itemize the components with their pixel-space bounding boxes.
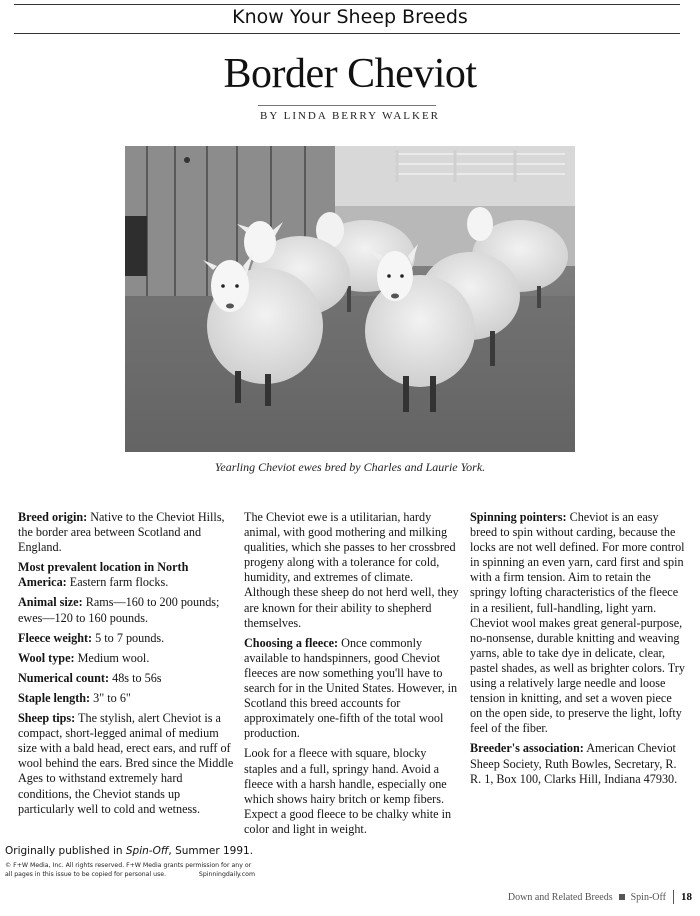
- sheep-photo: [125, 146, 575, 452]
- series-rule-top: [14, 4, 680, 5]
- site-link[interactable]: Spinningdaily.com: [198, 870, 255, 878]
- footer-divider: [673, 890, 674, 904]
- column-2: [244, 510, 460, 842]
- page-number: 18: [681, 891, 692, 903]
- spinning-pointers-text: Cheviot is an easy breed to spin without carding, because the locks are not well defined. For more control in spinning an even yarn, card first and spin with a firm tension. Aim to retain the springy lofting characteristics of the fleece in a resilient, full-handling, light yarn. Cheviot wool makes great general-purpose, no-nonsense, durable knitting and weaving yarns, able to take dye in delicate, clear, pastel shades, as well as brighter colors. Try using a relatively large needle and loose tension in knitting, and set a woven piece on the open side, to preserve the light, lofty feel of the fiber.: [470, 510, 685, 736]
- staple-length-label: Staple length:: [18, 690, 91, 705]
- numerical-count-label: Numerical count:: [18, 670, 110, 685]
- byline-rule: [258, 105, 436, 106]
- numerical-count-paragraph: [18, 671, 234, 686]
- fleece-advice-paragraph: Look for a fleece with square, blocky staples and a full, springy hand. Avoid a fleece with a harsh handle, especially one which shows hairy britch or kemp fibers. Expect a good fleece to be chalky white in color and light in weight.: [244, 746, 452, 836]
- animal-size-label: Animal size:: [18, 595, 83, 610]
- breeders-association-text: American Cheviot Sheep Society, Ruth Bowles, Secretary, R. R. 1, Box 100, Clarks Hill, Indiana 47930.: [470, 741, 678, 786]
- breeders-association-label: Breeder's association:: [470, 741, 584, 756]
- copyright-notice: [5, 862, 255, 879]
- publication-note: [5, 845, 253, 857]
- copyright-text: © F+W Media, Inc. All rights reserved. F+W Media grants permission for any or all pages in this issue to be copied for personal use.: [5, 862, 252, 878]
- wool-type-paragraph: [18, 651, 234, 666]
- footer-section: Down and Related Breeds: [507, 891, 613, 903]
- choosing-fleece-label: Choosing a fleece:: [244, 635, 339, 650]
- column-3: [470, 510, 686, 792]
- footer-magazine: Spin-Off: [630, 891, 666, 903]
- breeders-association-paragraph: [470, 741, 686, 786]
- wool-type-label: Wool type:: [18, 650, 75, 665]
- photo-caption: Yearling Cheviot ewes bred by Charles and Laurie York.: [214, 460, 486, 474]
- fleece-weight-paragraph: [18, 631, 234, 646]
- breed-origin-label: Breed origin:: [18, 510, 88, 524]
- staple-length-text: 3" to 6": [90, 690, 131, 705]
- series-rule-bottom: [14, 33, 680, 34]
- location-label: Most prevalent location in North America:: [18, 560, 189, 590]
- byline: BY LINDA BERRY WALKER: [259, 110, 440, 122]
- fleece-weight-text: 5 to 7 pounds.: [92, 630, 165, 645]
- column-1: [18, 510, 234, 822]
- square-bullet-icon: [619, 894, 625, 900]
- intro-paragraph: The Cheviot ewe is a utilitarian, hardy animal, with good mothering and milking qualities, which she passes to her crossbred progeny along with a tolerance for cold, humidity, and extremes of climate. Although these sheep do not herd well, they are known for their ability to shepherd themselves.: [244, 510, 459, 630]
- sheep-tips-label: Sheep tips:: [18, 711, 76, 726]
- location-text: Eastern farm flocks.: [66, 575, 169, 590]
- fleece-weight-label: Fleece weight:: [18, 630, 93, 645]
- choosing-fleece-paragraph: [244, 636, 460, 742]
- numerical-count-text: 48s to 56s: [109, 670, 162, 685]
- spinning-pointers-label: Spinning pointers:: [470, 510, 567, 524]
- animal-size-text: Rams—160 to 200 pounds; ewes—120 to 160 pounds.: [18, 595, 220, 625]
- wool-type-text: Medium wool.: [74, 650, 150, 665]
- breed-origin-text: Native to the Cheviot Hills, the border area between Scotland and England.: [18, 510, 225, 555]
- sheep-tips-text: The stylish, alert Cheviot is a compact, short-legged animal of medium size with a bald head, erect ears, and ruff of wool behind the ears. Bred since the Middle Ages to withstand extremely hard conditions, the Cheviot stands up particularly well to cold and wetness.: [18, 711, 234, 816]
- sheep-tips-paragraph: [18, 711, 234, 817]
- spinning-pointers-paragraph: [470, 510, 686, 736]
- article-title: Border Cheviot: [223, 51, 477, 97]
- page-footer: [508, 890, 692, 904]
- series-title: Know Your Sheep Breeds: [232, 6, 468, 28]
- publication-magazine: Spin-Off: [125, 845, 169, 857]
- publication-suffix: , Summer 1991.: [168, 845, 254, 857]
- location-paragraph: [18, 560, 234, 590]
- breed-origin-paragraph: [18, 510, 234, 555]
- publication-prefix: Originally published in: [5, 845, 126, 857]
- choosing-fleece-text: Once commonly available to handspinners, good Cheviot fleeces are now something you'll have to search for in the United States. However, in Scotland this breed accounts for approximately one-fifth of the total wool production.: [244, 635, 458, 741]
- animal-size-paragraph: [18, 595, 234, 625]
- staple-length-paragraph: [18, 691, 234, 706]
